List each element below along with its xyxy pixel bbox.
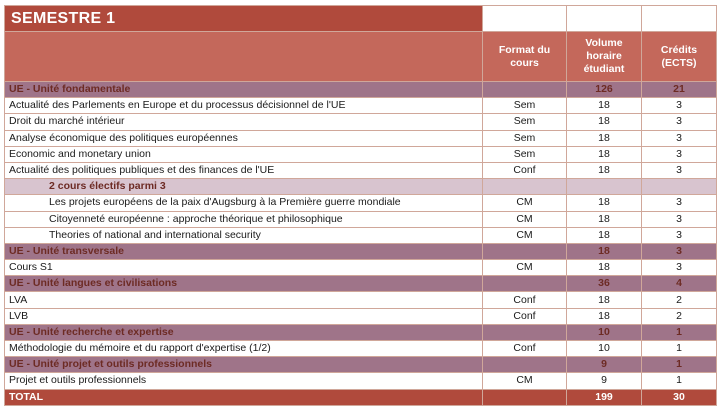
course-row [5,195,717,211]
row-volume: 18 [567,211,642,227]
row-label: 2 cours électifs parmi 3 [5,179,483,195]
course-row [5,162,717,178]
row-label: Cours S1 [5,260,483,276]
row-label: Citoyenneté européenne : approche théorique et philosophique [5,211,483,227]
row-format [483,357,567,373]
row-volume: 10 [567,341,642,357]
course-row [5,114,717,130]
row-format [483,82,567,98]
row-credits [642,179,717,195]
course-row [5,308,717,324]
title-blank-cell [483,6,567,32]
course-row [5,292,717,308]
row-volume: 18 [567,292,642,308]
row-label: UE - Unité transversale [5,243,483,259]
row-volume: 36 [567,276,642,292]
total-row [5,389,717,405]
row-format: CM [483,260,567,276]
course-row [5,211,717,227]
row-credits: 3 [642,130,717,146]
row-format: Conf [483,162,567,178]
course-row [5,146,717,162]
row-volume: 9 [567,373,642,389]
row-label: Les projets européens de la paix d'Augsburg à la Première guerre mondiale [5,195,483,211]
ue-row [5,324,717,340]
row-credits: 2 [642,308,717,324]
row-volume: 18 [567,114,642,130]
row-credits: 21 [642,82,717,98]
row-format: Sem [483,130,567,146]
row-format [483,276,567,292]
semester-title: SEMESTRE 1 [5,6,483,32]
course-row [5,373,717,389]
row-label: LVA [5,292,483,308]
row-credits: 30 [642,389,717,405]
row-volume: 18 [567,146,642,162]
row-credits: 3 [642,162,717,178]
row-volume: 199 [567,389,642,405]
row-format [483,324,567,340]
title-row [5,6,717,32]
row-format: CM [483,211,567,227]
row-format [483,243,567,259]
row-credits: 2 [642,292,717,308]
row-credits: 3 [642,98,717,114]
row-credits: 3 [642,243,717,259]
ue-row [5,276,717,292]
ue-row [5,82,717,98]
row-label: UE - Unité fondamentale [5,82,483,98]
row-volume: 18 [567,195,642,211]
header-format: Format du cours [483,32,567,82]
row-credits: 4 [642,276,717,292]
row-format: Sem [483,98,567,114]
row-format: CM [483,195,567,211]
header-volume: Volume horaire étudiant [567,32,642,82]
row-volume: 18 [567,162,642,178]
row-label: Droit du marché intérieur [5,114,483,130]
row-format: Sem [483,146,567,162]
row-format: CM [483,373,567,389]
row-label: Actualité des Parlements en Europe et du processus décisionnel de l'UE [5,98,483,114]
row-format: Conf [483,308,567,324]
row-credits: 3 [642,146,717,162]
row-format: Conf [483,292,567,308]
row-label: Analyse économique des politiques européennes [5,130,483,146]
row-format [483,179,567,195]
row-format: CM [483,227,567,243]
elective-group-row [5,179,717,195]
row-format: Sem [483,114,567,130]
row-label: Méthodologie du mémoire et du rapport d'expertise (1/2) [5,341,483,357]
ue-row [5,243,717,259]
row-label: Projet et outils professionnels [5,373,483,389]
row-credits: 1 [642,341,717,357]
header-credits: Crédits (ECTS) [642,32,717,82]
course-row [5,227,717,243]
row-credits: 1 [642,324,717,340]
header-row [5,32,717,82]
row-label: UE - Unité langues et civilisations [5,276,483,292]
row-label: Economic and monetary union [5,146,483,162]
row-format [483,389,567,405]
title-blank-cell [642,6,717,32]
row-label: LVB [5,308,483,324]
course-row [5,260,717,276]
row-volume: 18 [567,243,642,259]
semester-table [4,5,717,406]
row-format: Conf [483,341,567,357]
row-volume: 18 [567,130,642,146]
course-row [5,98,717,114]
course-row [5,341,717,357]
row-volume: 10 [567,324,642,340]
row-credits: 3 [642,211,717,227]
row-volume: 18 [567,308,642,324]
row-credits: 3 [642,114,717,130]
ue-row [5,357,717,373]
row-label: Actualité des politiques publiques et des finances de l'UE [5,162,483,178]
row-volume [567,179,642,195]
row-volume: 18 [567,227,642,243]
row-volume: 18 [567,260,642,276]
row-credits: 1 [642,373,717,389]
title-blank-cell [567,6,642,32]
row-credits: 3 [642,195,717,211]
header-blank-cell [5,32,483,82]
row-credits: 3 [642,227,717,243]
row-label: Theories of national and international security [5,227,483,243]
row-volume: 126 [567,82,642,98]
row-credits: 3 [642,260,717,276]
row-label: TOTAL [5,389,483,405]
course-row [5,130,717,146]
row-label: UE - Unité recherche et expertise [5,324,483,340]
row-volume: 18 [567,98,642,114]
row-credits: 1 [642,357,717,373]
row-volume: 9 [567,357,642,373]
row-label: UE - Unité projet et outils professionnels [5,357,483,373]
